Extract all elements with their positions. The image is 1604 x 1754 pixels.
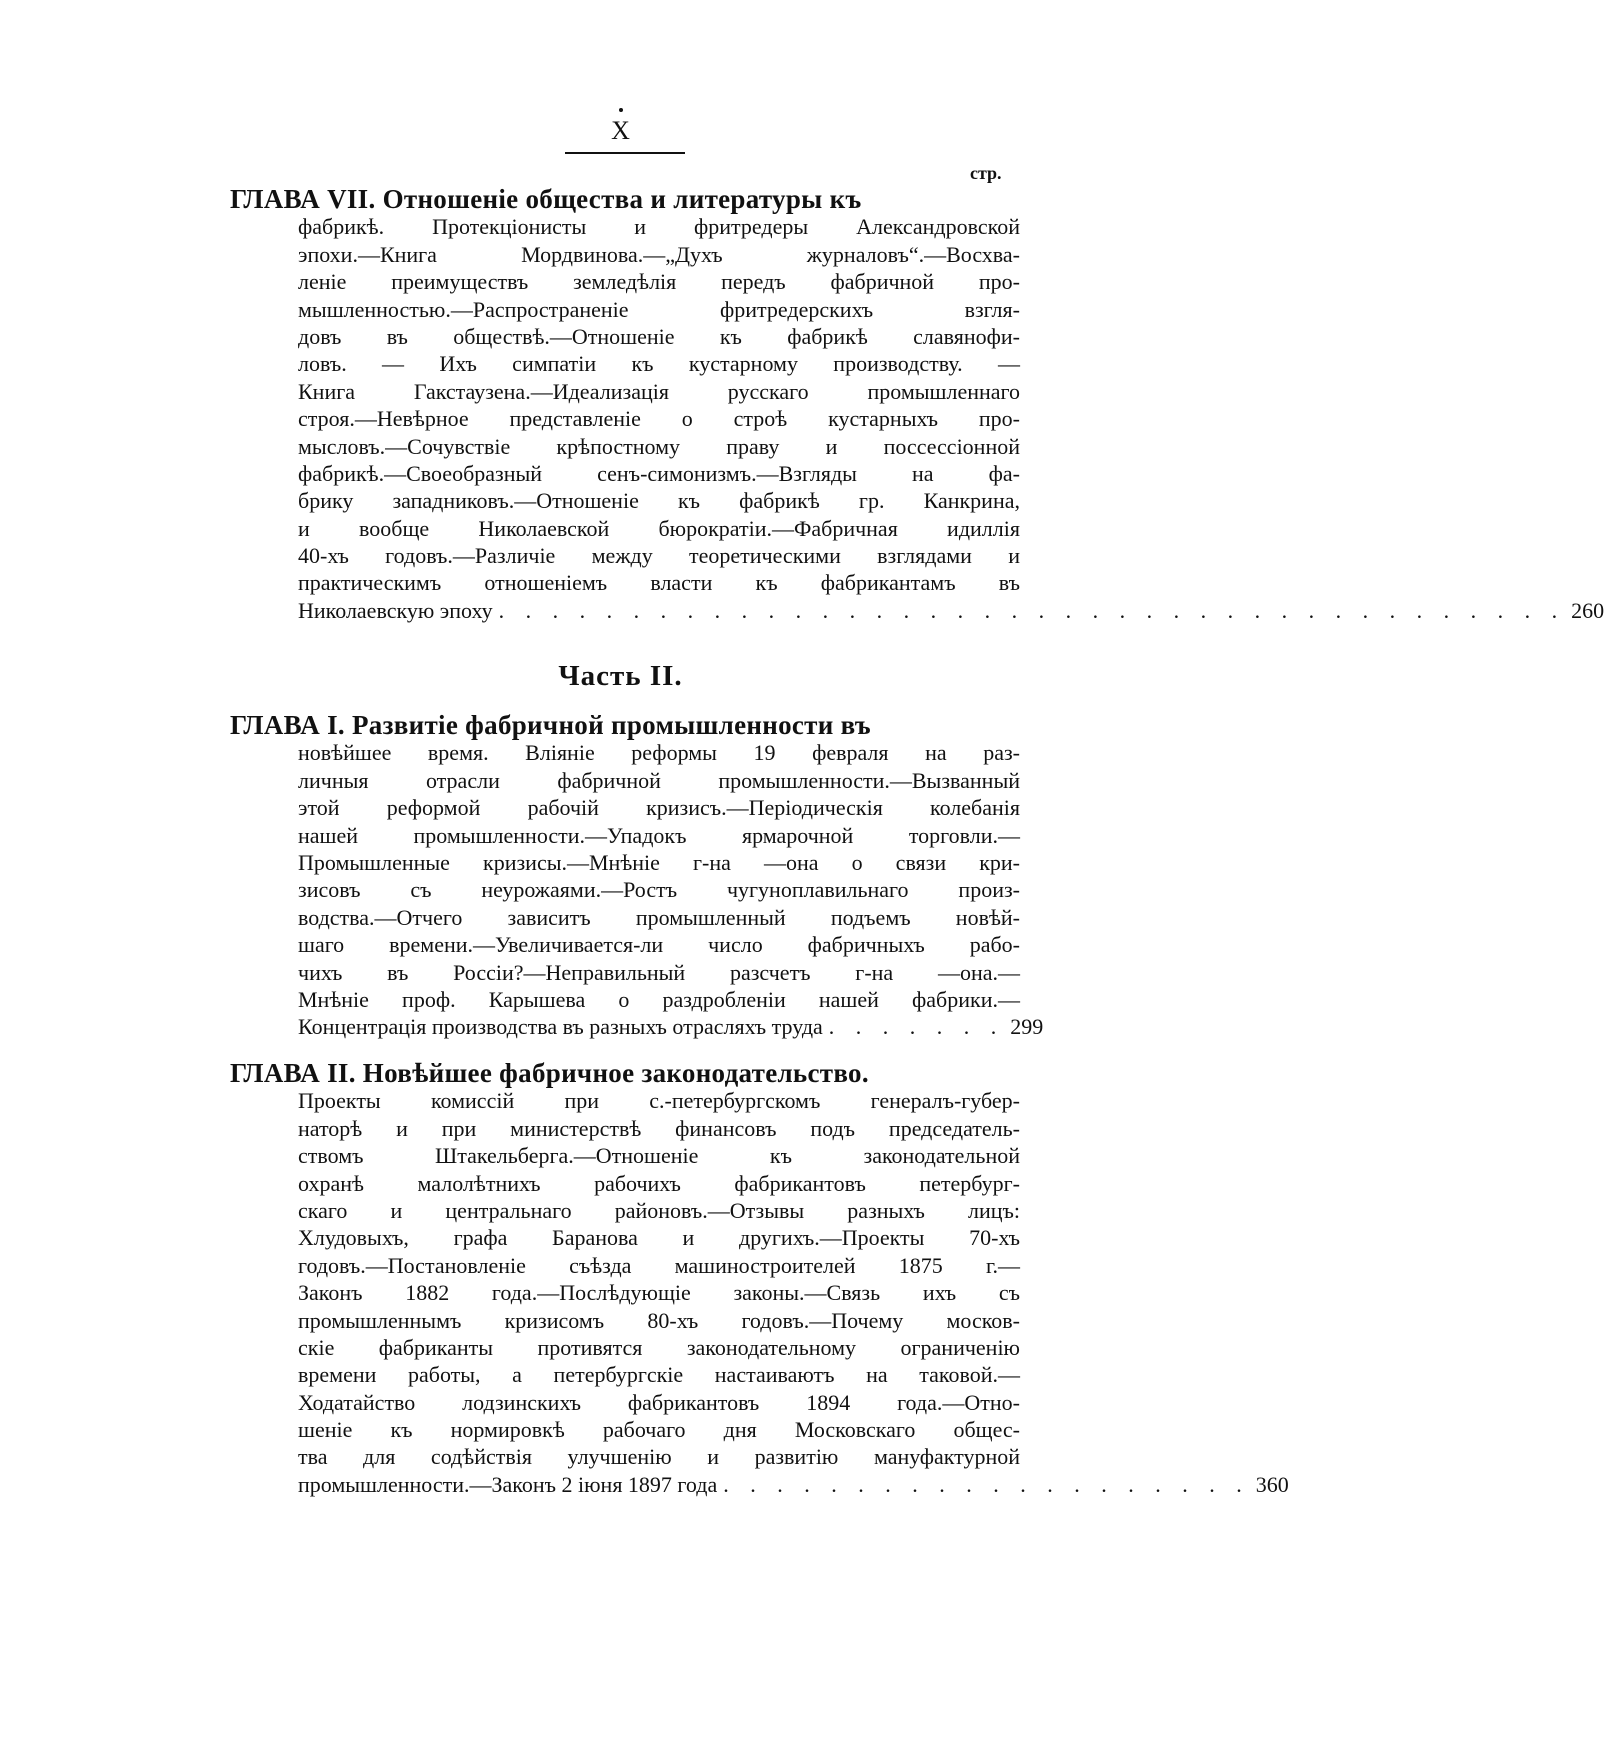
toc-entry-chapter-7 (230, 184, 1604, 624)
entry-line: тва для содѣйствія улучшенію и развитію мануфактурной (298, 1444, 1020, 1470)
entry-line: фабрикѣ.—Своеобразный сенъ-симонизмъ.—Взгляды на фа- (298, 460, 1020, 486)
entry-last-line (230, 1471, 1289, 1498)
ornament-dot (619, 108, 623, 112)
entry-line: Проекты комиссій при с.-петербургскомъ генералъ-губер- (298, 1088, 1020, 1114)
entry-line: эпохи.—Книга Мордвинова.—„Духъ журналовъ“.—Восхва- (298, 241, 1020, 267)
entry-line: наторѣ и при министерствѣ финансовъ подъ председатель- (298, 1115, 1020, 1141)
entry-line: личныя отрасли фабричной промышленности.—Вызванный (298, 767, 1020, 793)
page-reference: 360 (1255, 1471, 1289, 1497)
entry-line: Ходатайство лодзинскихъ фабрикантовъ 1894 года.—Отно- (298, 1389, 1020, 1415)
entry-line: скаго и центральнаго районовъ.—Отзывы разныхъ лицъ: (298, 1197, 1020, 1223)
dot-leader: . . . . . . . . . . . . . . . . . . . . (723, 1471, 1250, 1497)
entry-line: скіе фабриканты противятся законодательному ограниченію (298, 1334, 1020, 1360)
toc-entry-chapter-1 (230, 710, 1044, 1041)
entry-last-line (230, 597, 1604, 624)
entry-line: зисовъ съ неурожаями.—Ростъ чугуноплавильнаго произ- (298, 877, 1020, 903)
entry-line: строя.—Невѣрное представленіе о строѣ кустарныхъ про- (298, 406, 1020, 432)
entry-line: водства.—Отчего зависитъ промышленный подъемъ новѣй- (298, 904, 1020, 930)
dot-leader: . . . . . . . . . . . . . . . . . . . . . . . . . . . . . . . . . . . . . . . . (498, 597, 1566, 623)
page-column-label: стр. (970, 163, 1002, 183)
page-reference: 299 (1010, 1014, 1044, 1040)
page-roman: X (611, 116, 630, 145)
entry-line: Законъ 1882 года.—Послѣдующіе законы.—Связь ихъ съ (298, 1280, 1020, 1306)
entry-last-line (230, 1013, 1044, 1040)
entry-line: мышленностью.—Распространеніе фритредерскихъ взгля- (298, 296, 1020, 322)
entry-line: мысловъ.—Сочувствіе крѣпостному праву и поссессіонной (298, 433, 1020, 459)
entry-line: и вообще Николаевской бюрократіи.—Фабричная идиллія (298, 515, 1020, 541)
entry-line: Хлудовыхъ, графа Баранова и другихъ.—Проекты 70-хъ (298, 1225, 1020, 1251)
entry-line: брику западниковъ.—Отношеніе къ фабрикѣ гр. Канкрина, (298, 488, 1020, 514)
entry-line: Концентрація производства въ разныхъ отрасляхъ труда (298, 1014, 823, 1040)
toc-entry-chapter-2 (230, 1058, 1289, 1498)
entry-line: промышленнымъ кризисомъ 80-хъ годовъ.—Почему москов- (298, 1307, 1020, 1333)
entry-line: практическимъ отношеніемъ власти къ фабрикантамъ въ (298, 570, 1020, 596)
entry-line: годовъ.—Постановленіе съѣзда машиностроителей 1875 г.— (298, 1252, 1020, 1278)
chapter-heading: ГЛАВА VII. Отношеніе общества и литературы къ (230, 184, 862, 214)
page-number (0, 108, 1241, 146)
entry-line: 40-хъ годовъ.—Различіе между теоретическими взглядами и (298, 543, 1020, 569)
part-title: Часть II. (558, 660, 683, 692)
page-reference: 260 (1571, 597, 1604, 623)
dot-leader: . . . . . . . (828, 1014, 1005, 1040)
entry-line: чихъ въ Россіи?—Неправильный разсчетъ г-на —она.— (298, 959, 1020, 985)
entry-line: леніе преимуществъ земледѣлія передъ фабричной про- (298, 269, 1020, 295)
entry-line: ловъ. — Ихъ симпатіи къ кустарному производству. — (298, 351, 1020, 377)
chapter-heading: ГЛАВА II. Новѣйшее фабричное законодательство. (230, 1058, 869, 1088)
entry-line: шеніе къ нормировкѣ рабочаго дня Московскаго общес- (298, 1417, 1020, 1443)
entry-line: довъ въ обществѣ.—Отношеніе къ фабрикѣ славянофи- (298, 323, 1020, 349)
entry-line: нашей промышленности.—Упадокъ ярмарочной торговли.— (298, 822, 1020, 848)
header-rule (565, 152, 685, 154)
chapter-heading: ГЛАВА I. Развитіе фабричной промышленности въ (230, 710, 871, 740)
entry-line: охранѣ малолѣтнихъ рабочихъ фабрикантовъ петербург- (298, 1170, 1020, 1196)
entry-line: Николаевскую эпоху (298, 597, 493, 623)
entry-line: промышленности.—Законъ 2 іюня 1897 года (298, 1471, 718, 1497)
entry-line: Мнѣніе проф. Карышева о раздробленіи нашей фабрики.— (298, 986, 1020, 1012)
entry-line: этой реформой рабочій кризисъ.—Періодическія колебанія (298, 795, 1020, 821)
entry-line: Книга Гакстаузена.—Идеализація русскаго промышленнаго (298, 378, 1020, 404)
entry-line: фабрикѣ. Протекціонисты и фритредеры Александровской (298, 214, 1020, 240)
entry-line: новѣйшее время. Вліяніе реформы 19 февраля на раз- (298, 740, 1020, 766)
entry-line: ствомъ Штакельберга.—Отношеніе къ законодательной (298, 1143, 1020, 1169)
entry-line: Промышленные кризисы.—Мнѣніе г-на —она о связи кри- (298, 849, 1020, 875)
entry-line: времени работы, а петербургскіе настаиваютъ на таковой.— (298, 1362, 1020, 1388)
entry-line: шаго времени.—Увеличивается-ли число фабричныхъ рабо- (298, 932, 1020, 958)
